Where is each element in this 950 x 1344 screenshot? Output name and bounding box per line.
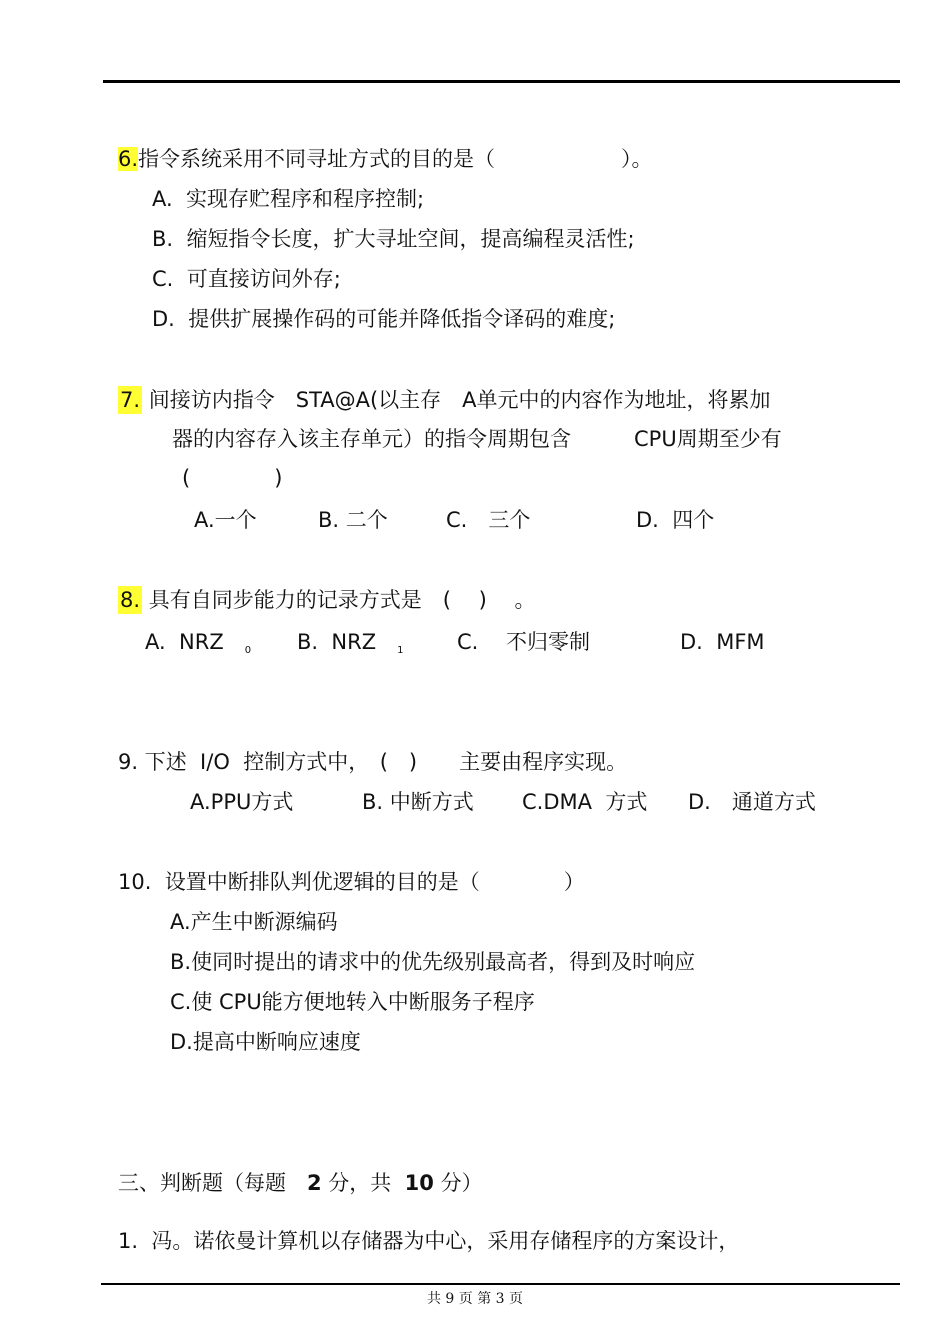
page-footer: 共 9 页 第 3 页 [426,1291,524,1307]
option-text: 实现存贮程序和程序控制; [186,187,425,211]
q7-option-a: A.一个 [194,508,257,532]
q6-option-b [152,225,635,253]
heading-text: 分，共 [321,1171,405,1195]
heading-text: 三、判断题（每题 [118,1171,307,1195]
q9-option-d: D. 通道方式 [688,790,816,814]
q6-number: 6. [118,147,139,171]
q6-stem-text: 指令系统采用不同寻址方式的目的是（ ）。 [138,147,653,171]
option-text: 可直接访问外存; [186,267,341,291]
option-text: 提供扩展操作码的可能并降低指令译码的难度; [188,307,616,331]
q7-stem-line1 [118,386,771,414]
q10-option-a: A.产生中断源编码 [170,910,338,934]
heading-text: 分） [433,1171,483,1195]
q10-option-b: B.使同时提出的请求中的优先级别最高者，得到及时响应 [170,950,696,974]
subscript: 1 [397,645,404,656]
q6-option-d [152,305,615,333]
option-label: B. [152,227,174,251]
q8-number: 8. [120,588,141,612]
q10-stem: 10. 设置中断排队判优逻辑的目的是（ ） [118,870,585,894]
points-per-question: 2 [307,1171,322,1195]
q6-option-a [152,185,424,213]
q9-option-b: B. 中断方式 [362,790,474,814]
q9-option-c: C.DMA 方式 [522,790,648,814]
option-label: C. [152,267,174,291]
footer-rule [101,1283,900,1285]
option-label: D. [152,307,175,331]
q7-stem-text: 间接访内指令 STA@A(以主存 A单元中的内容作为地址，将累加 [148,388,771,412]
q6-option-c [152,265,341,293]
q7-option-b: B. 二个 [318,508,388,532]
q10-option-c: C.使 CPU能方便地转入中断服务子程序 [170,990,535,1014]
q8-option-c: C. 不归零制 [457,630,591,654]
q6-stem [118,145,653,173]
q7-stem-line2: 器的内容存入该主存单元）的指令周期包含 CPU周期至少有 [172,427,782,451]
q7-answer-blank: ( ) [182,466,283,490]
q8-option-b [297,628,404,661]
q8-stem [118,586,535,614]
q8-stem-text: 具有自同步能力的记录方式是 ( ) 。 [148,588,536,612]
q9-stem: 9. 下述 I/O 控制方式中， ( ) 主要由程序实现。 [118,750,628,774]
q7-option-d: D. 四个 [636,508,715,532]
q7-number: 7. [120,388,141,412]
q7-option-c: C. 三个 [446,508,531,532]
option-text: 缩短指令长度，扩大寻址空间，提高编程灵活性; [186,227,635,251]
q8-option-d: D. MFM [680,630,765,654]
option-label: A. [152,187,173,211]
option-text: A. NRZ [145,630,224,654]
subscript: 0 [244,645,252,656]
q9-option-a: A.PPU方式 [190,790,294,814]
tf-question-1: 1. 冯。诺依曼计算机以存储器为中心，采用存储程序的方案设计， [118,1229,740,1253]
header-rule [103,80,900,83]
option-text: B. NRZ [297,630,377,654]
q10-option-d: D.提高中断响应速度 [170,1030,361,1054]
total-points: 10 [404,1171,434,1195]
q8-option-a [145,628,251,661]
section-heading [118,1169,483,1197]
